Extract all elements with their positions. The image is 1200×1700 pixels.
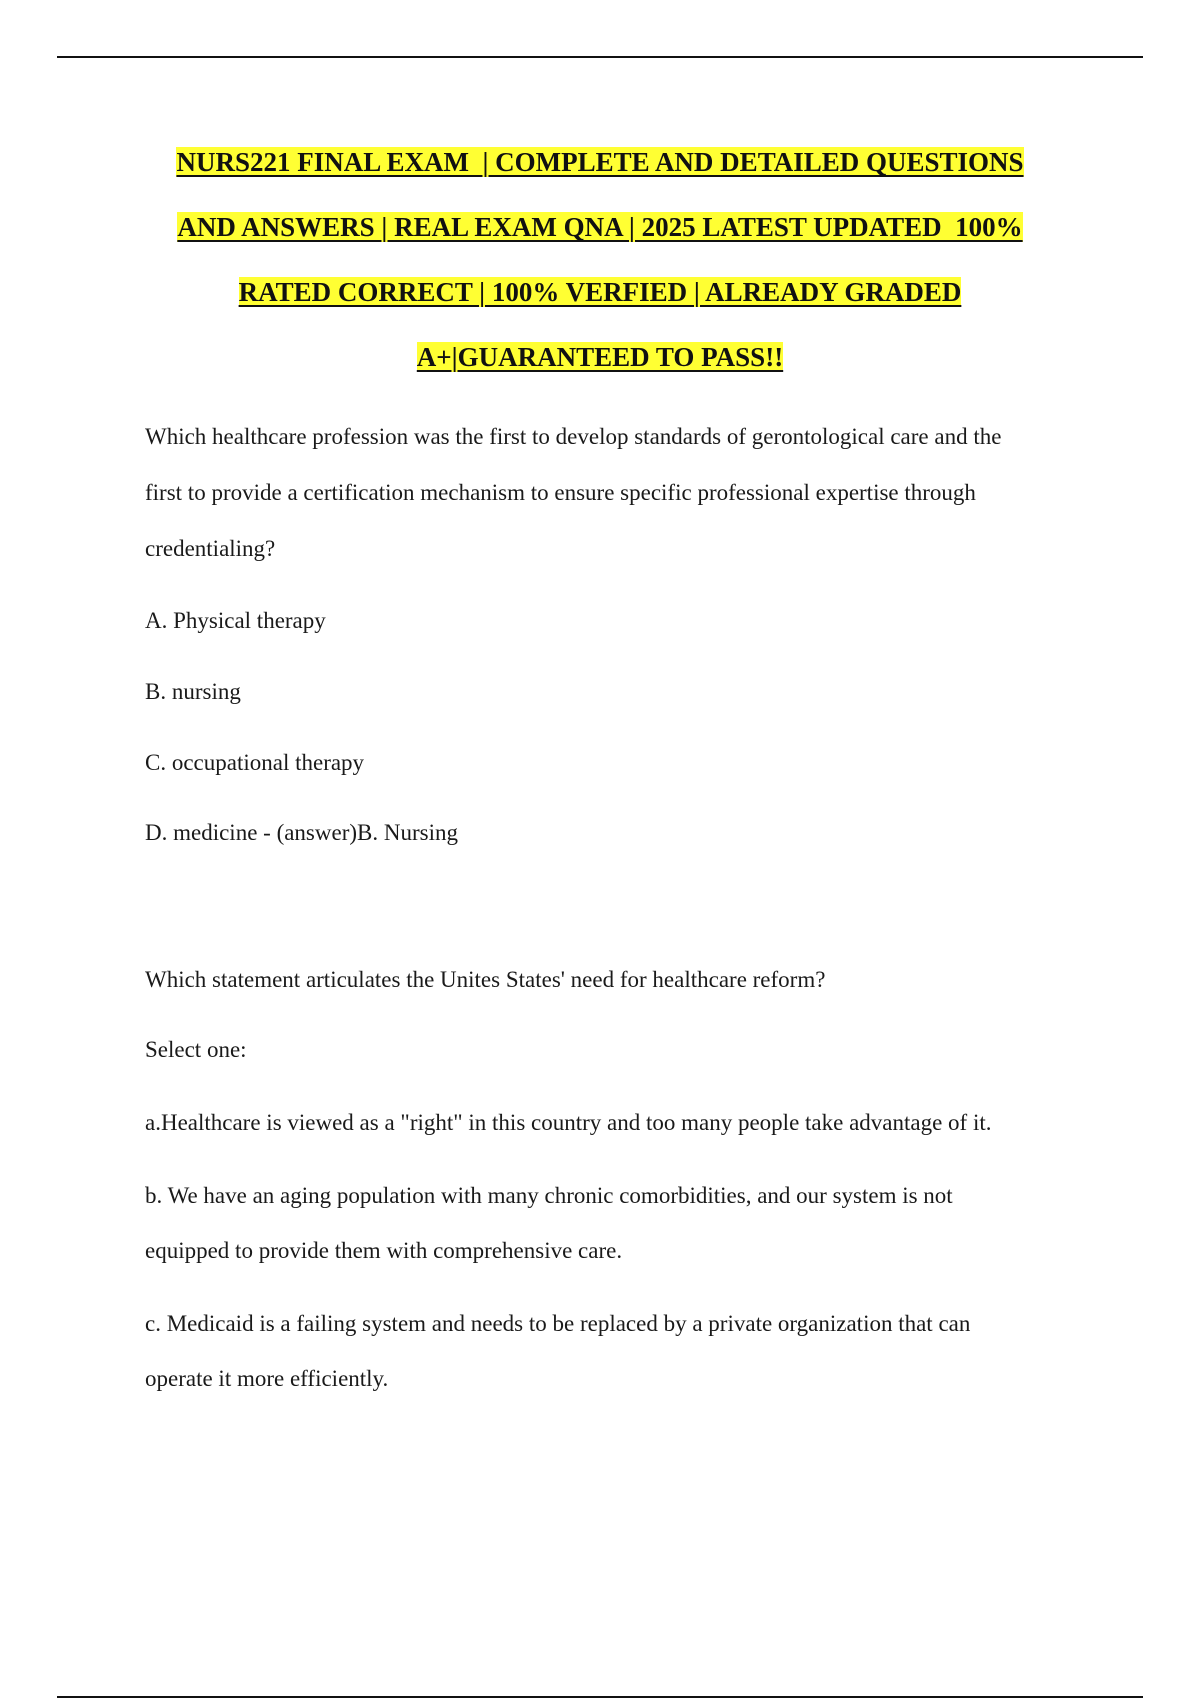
question-2-option-b: b. We have an aging population with many chronic comorbidities, and our system is not equipped to provide them with comprehensive care. bbox=[145, 1183, 953, 1263]
document-title bbox=[100, 140, 1100, 400]
top-rule bbox=[57, 56, 1143, 58]
question-2-option-c: c. Medicaid is a failing system and needs to be replaced by a private organization that can operate it more efficiently. bbox=[145, 1311, 971, 1391]
question-1-option-b: B. nursing bbox=[145, 679, 241, 704]
question-2-option-a: a.Healthcare is viewed as a "right" in this country and too many people take advantage of it. bbox=[145, 1110, 992, 1135]
title-line: RATED CORRECT | 100% VERFIED | ALREADY GRADED bbox=[238, 277, 962, 307]
title-line: NURS221 FINAL EXAM | COMPLETE AND DETAILED QUESTIONS bbox=[176, 147, 1024, 177]
title-line: A+|GUARANTEED TO PASS!! bbox=[416, 342, 784, 372]
question-1-stem: Which healthcare profession was the first to develop standards of gerontological care and the first to provide a certification mechanism to ensure specific professional expertise through credentialing? bbox=[145, 424, 1002, 561]
title-line: AND ANSWERS | REAL EXAM QNA | 2025 LATEST UPDATED 100% bbox=[177, 212, 1023, 242]
bottom-rule bbox=[57, 1696, 1143, 1698]
question-1-option-d-answer: D. medicine - (answer)B. Nursing bbox=[145, 820, 458, 845]
question-1-option-a: A. Physical therapy bbox=[145, 608, 326, 633]
question-1-option-c: C. occupational therapy bbox=[145, 750, 365, 775]
question-2-stem: Which statement articulates the Unites States' need for healthcare reform? bbox=[145, 967, 826, 992]
question-2-instruction: Select one: bbox=[145, 1037, 247, 1062]
